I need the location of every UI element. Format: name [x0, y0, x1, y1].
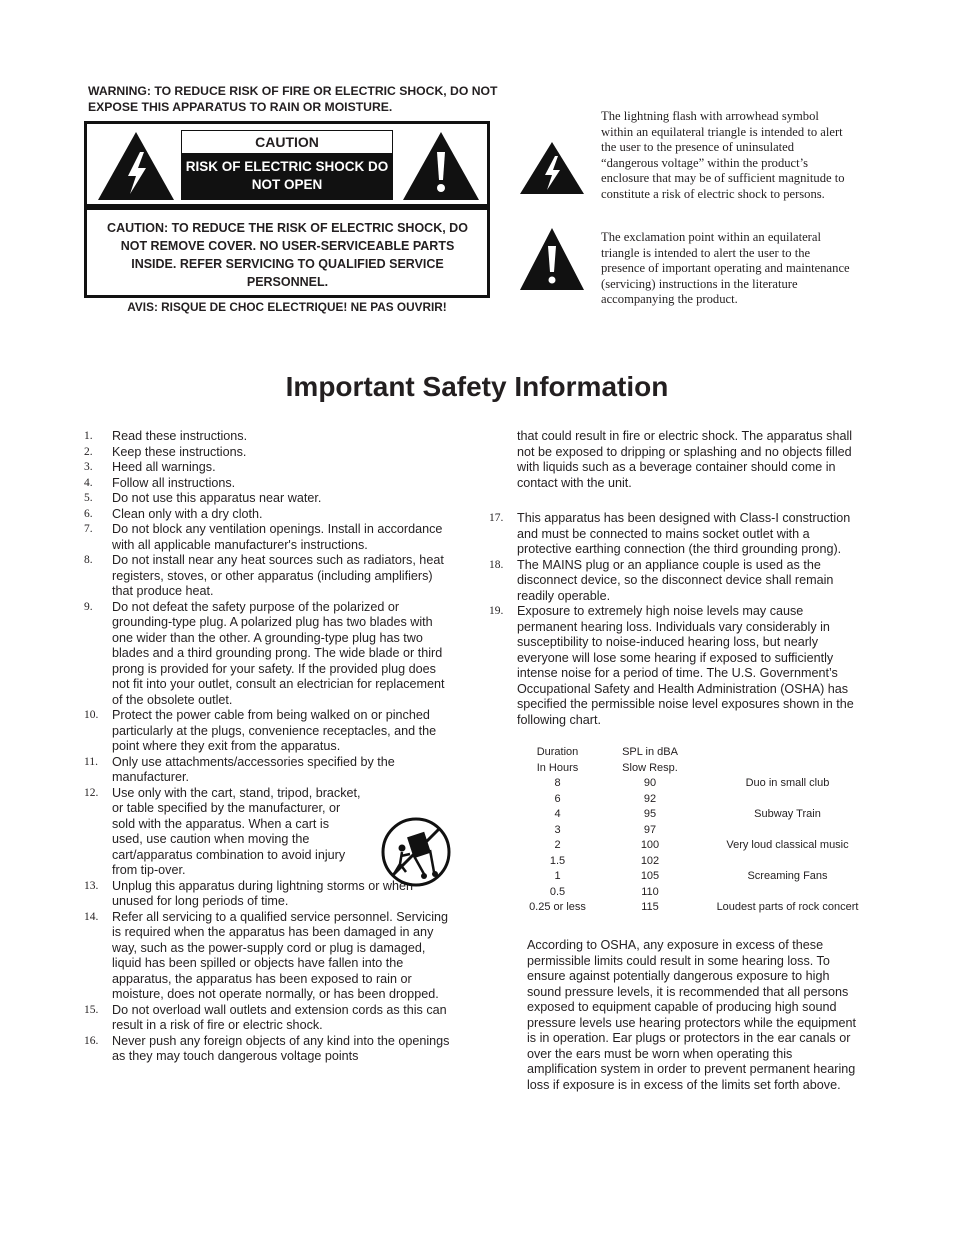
- header-spl: SPL in dBA Slow Resp.: [622, 746, 678, 774]
- item-number: 18.: [489, 558, 504, 571]
- table-row: 3 97: [554, 823, 657, 836]
- table-row: 6 92: [554, 792, 657, 805]
- item-text: Do not defeat the safety purpose of the polarized or grounding-type plug. A polarized plug has two blades with one wider than the other. A grounding-type plug has two blades and a third grounding prong. The wide blade or third prong is provided for your safety. If the provided plug does not fit into your outlet, consult an electrician for replacement of the obsolete outlet.: [112, 599, 445, 707]
- item-text: This apparatus has been designed with Class-I construction and must be connected to mains socket outlet with a protective earthing connection (the third grounding prong).: [517, 511, 851, 556]
- item-text: The MAINS plug or an appliance couple is used as the disconnect device, so the disconnect device shall remain readily operable.: [517, 557, 834, 603]
- exclamation-warning-icon: [401, 130, 481, 202]
- table-row: 0.25 or less 115 Loudest parts of rock concert: [529, 901, 859, 913]
- item-number: 4.: [84, 476, 93, 489]
- list-item: [84, 522, 454, 553]
- item-number: 7.: [84, 523, 93, 535]
- item-number: 11.: [84, 755, 98, 768]
- item-text: Never push any foreign objects of any kind into the openings as they may touch dangerous voltage points: [112, 1033, 450, 1063]
- cart-tip-over-warning-icon: [380, 816, 452, 888]
- item-text: Do not block any ventilation openings. Install in accordance with all applicable manufacturer's instructions.: [112, 522, 443, 552]
- list-item: [84, 476, 454, 492]
- item-number: 16.: [84, 1034, 99, 1047]
- header-duration: Duration In Hours: [536, 746, 579, 774]
- table-row: 1 105 Screaming Fans: [554, 870, 828, 882]
- item-text: Do not overload wall outlets and extension cords as this can result in a risk of fire or electric shock.: [112, 1002, 447, 1032]
- item-text: Keep these instructions.: [112, 444, 247, 459]
- caution-label: CAUTION: [181, 130, 393, 154]
- noise-exposure-table: [515, 745, 875, 916]
- item-number: 12.: [84, 786, 99, 799]
- table-row: 2 100 Very loud classical music: [554, 839, 849, 851]
- item-text: Refer all servicing to a qualified service personnel. Servicing is required when the apparatus has been damaged in any way, such as the power-supply cord or plug is damaged, liquid has been spilled or objects have fallen into the apparatus, the apparatus has been exposed to rain or moisture, does not operate normally, or has been dropped.: [112, 909, 448, 1001]
- list-item: [84, 553, 454, 600]
- caution-divider: [84, 204, 490, 210]
- item-text: Read these instructions.: [112, 429, 248, 443]
- table-row: 0.5 110: [549, 885, 659, 898]
- item-text: Protect the power cable from being walked on or pinched particularly at the plugs, convenience receptacles, and the point where they exit from the apparatus.: [112, 708, 437, 753]
- item-number: 2.: [84, 445, 93, 458]
- item-text: Do not use this apparatus near water.: [112, 491, 322, 505]
- list-item: [84, 1003, 454, 1034]
- list-item: [84, 1034, 454, 1065]
- list-item: [84, 445, 454, 461]
- item-number: 19.: [489, 605, 504, 617]
- list-item: [84, 460, 454, 476]
- exclamation-symbol-text: The exclamation point within an equilateral triangle is intended to alert the user to the presence of important operating and maintenance (servicing) instructions in the literature accompanying the product.: [601, 230, 850, 306]
- item-number: 6.: [84, 507, 93, 520]
- list-item: [489, 511, 859, 558]
- exclamation-symbol-icon: [518, 226, 586, 292]
- instructions-list-left: [84, 429, 454, 1065]
- item-text: Follow all instructions.: [112, 475, 236, 490]
- item-number: 5.: [84, 492, 93, 504]
- item-number: 9.: [84, 600, 93, 613]
- item-number: 10.: [84, 709, 99, 721]
- item-number: 15.: [84, 1003, 99, 1016]
- item-number: 3.: [84, 461, 93, 473]
- table-row: 1.5 102: [549, 854, 660, 867]
- item-text: Do not install near any heat sources such as radiators, heat registers, stoves, or other apparatus (including amplifiers) that produce heat.: [112, 553, 444, 598]
- item-text: Exposure to extremely high noise levels may cause permanent hearing loss. Individuals vary considerably in susceptibility to noise-induced hearing loss, but nearly everyone will lose some hearing if exposed to sufficiently intense noise for a period of time. The U.S. Government’s Occupational Safety and Health Administration (OSHA) has specified the permissible noise level exposures shown in the following chart.: [517, 604, 854, 727]
- table-row: 8 90 Duo in small club: [554, 777, 830, 789]
- list-item: [84, 507, 454, 523]
- warning-header: WARNING: TO REDUCE RISK OF FIRE OR ELECTRIC SHOCK, DO NOT EXPOSE THIS APPARATUS TO RAIN OR MOISTURE.: [88, 84, 498, 114]
- table-header-row: [515, 745, 875, 776]
- osha-paragraph: According to OSHA, any exposure in excess of these permissible limits could result in some hearing loss. To ensure against potentially dangerous exposure to high sound pressure levels, it is recommended that all persons exposed to equipment capable of producing high sound pressure levels use hearing protectors while the equipment is in operation. Ear plugs or protectors in the ear canals or over the ears must be worn when operating this amplification system in order to prevent permanent hearing loss if exposure is in excess of the limits set forth above.: [527, 938, 857, 1092]
- list-item: [84, 708, 454, 755]
- item-text: Unplug this apparatus during lightning storms or when unused for long periods of time.: [112, 878, 414, 908]
- list-item: [84, 491, 454, 507]
- item-number: 13.: [84, 879, 99, 892]
- avis-text: AVIS: RISQUE DE CHOC ELECTRIQUE! NE PAS OUVRIR!: [127, 300, 447, 314]
- item-number: 8.: [84, 554, 93, 566]
- list-item: [489, 604, 859, 728]
- list-item: [84, 600, 454, 709]
- lightning-symbol-text: The lightning flash with arrowhead symbol within an equilateral triangle is intended to alert the user to the presence of uninsulated “dangerous voltage” within the product’s enclosure that may be of sufficient magnitude to constitute a risk of electric shock to persons.: [601, 109, 845, 201]
- item-number: 17.: [489, 512, 504, 524]
- lightning-warning-icon: [96, 130, 176, 202]
- instructions-list-right: [489, 511, 859, 728]
- page-title: Important Safety Information: [285, 371, 669, 402]
- caution-body: CAUTION: TO REDUCE THE RISK OF ELECTRIC SHOCK, DO NOT REMOVE COVER. NO USER-SERVICEABLE PARTS INSIDE. REFER SERVICING TO QUALIFIED SERVICE PERSONNEL.: [107, 221, 468, 289]
- list-item: [84, 755, 454, 786]
- item-text: Clean only with a dry cloth.: [112, 506, 263, 521]
- item-text: Heed all warnings.: [112, 460, 216, 474]
- item-number: 1.: [84, 430, 93, 442]
- item16-continuation: that could result in fire or electric shock. The apparatus shall not be exposed to dripping or splashing and no objects filled with liquids such as a beverage container should come in contact with the unit.: [517, 429, 853, 490]
- table-row: 4 95 Subway Train: [554, 808, 821, 820]
- item-text: Use only with the cart, stand, tripod, bracket, or table specified by the manufacturer, or sold with the apparatus. When a cart is used, use caution when moving the cart/apparatus combination to avoid injury from tip-over.: [112, 785, 361, 877]
- shock-label: RISK OF ELECTRIC SHOCK DO NOT OPEN: [181, 154, 393, 200]
- item-text: Only use attachments/accessories specified by the manufacturer.: [112, 754, 395, 784]
- list-item: [84, 910, 454, 1003]
- list-item: [489, 558, 859, 605]
- lightning-symbol-icon: [518, 140, 586, 196]
- list-item: [84, 429, 454, 445]
- item-number: 14.: [84, 910, 99, 923]
